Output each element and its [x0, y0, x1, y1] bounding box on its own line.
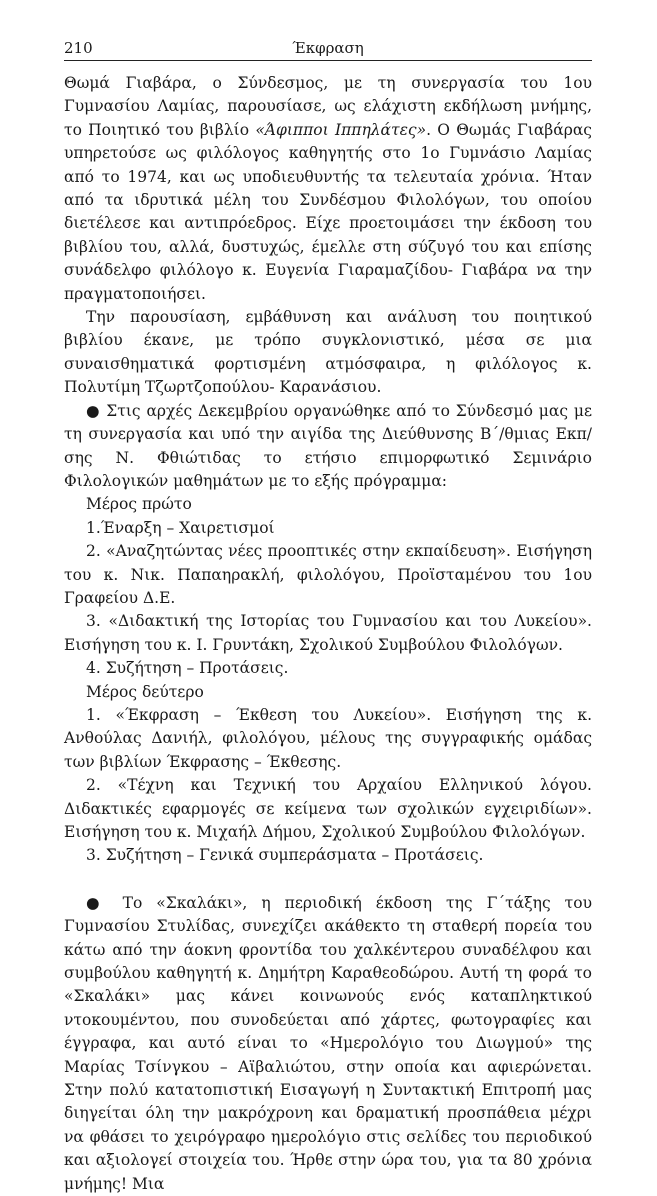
- running-title: Έκφραση: [292, 39, 364, 57]
- paragraph-text: Θωμά Γιαβάρα, ο Σύνδεσμος, με τη συνεργασία του 1ου Γυμνασίου Λαμίας, παρουσίασε, ως ελάχιστη εκδήλωση μνήμης, το Ποιητικό του βιβλίο: [64, 74, 592, 139]
- paragraph-text: . Ο Θωμάς Γιαβάρας υπηρετούσε ως φιλόλογος καθηγητής στο 1ο Γυμνάσιο Λαμίας από το 1974, και ως υποδιευθυντής τα τελευταία χρόνια. Ήταν από τα ιδρυτικά μέλη του Συνδέσμου Φιλολόγων, του οποίου διετέλεσε και αντιπρόεδρος. Είχε προετοιμάσει την έκδοση του βιβλίου του, αλλά, δυστυχώς, έμελλε στη σύζυγό του και επίσης συνάδελφο φιλόλογο κ. Ευγενία Γιαραμαζίδου- Γιαβάρα να την πραγματοποιήσει.: [64, 120, 592, 303]
- paragraph-giavaras: [64, 72, 592, 306]
- section-gap: [64, 868, 592, 892]
- program-item: 1.Έναρξη – Χαιρετισμοί: [86, 518, 275, 537]
- program-item: 3. Συζήτηση – Γενικά συμπεράσματα – Προτάσεις.: [86, 846, 484, 865]
- paragraph-presentation: Την παρουσίαση, εμβάθυνση και ανάλυση του ποιητικού βιβλίου έκανε, με τρόπο συγκλονιστικό, μέσα σε μια συναισθηματικά φορτισμένη ατμόσφαιρα, η φιλόλογος κ. Πολυτίμη Τζωρτζοπούλου- Καρανάσιου.: [64, 308, 592, 397]
- program-part1-title: Μέρος πρώτο: [86, 495, 192, 514]
- page-body: [64, 72, 592, 1196]
- page-header: [64, 38, 592, 61]
- program-item: 2. «Τέχνη και Τεχνική του Αρχαίου Ελληνικού λόγου. Διδακτικές εφαρμογές σε κείμενα των σχολικών εγχειριδίων». Εισήγηση του κ. Μιχαήλ Δήμου, Σχολικού Συμβούλου Φιλολόγων.: [64, 776, 592, 841]
- page-number: 210: [64, 39, 93, 57]
- program-item: 4. Συζήτηση – Προτάσεις.: [86, 659, 289, 678]
- program-item: 3. «Διδακτική της Ιστορίας του Γυμνασίου και του Λυκείου». Εισήγηση του κ. Ι. Γρυντάκη, Σχολικού Συμβούλου Φιλολόγων.: [64, 612, 592, 654]
- paragraph-skalaki: ● Το «Σκαλάκι», η περιοδική έκδοση της Γ΄τάξης του Γυμνασίου Στυλίδας, συνεχίζει ακάθεκτο τη σταθερή πορεία του κάτω από την άοκνη φροντίδα του χαλκέντερου συναδέλφου και συμβούλου καθηγητή κ. Δημήτρη Καραθεοδώρου. Αυτή τη φορά το «Σκαλάκι» μας κάνει κοινωνούς ενός καταπληκτικού ντοκουμέντου, που συνοδεύεται από χάρτες, φωτογραφίες και έγγραφα, και αυτό είναι το «Ημερολόγιο του Διωγμού» της Μαρίας Τσίνγκου – Αϊβαλιώτου, στην οποία και αφιερώνεται. Στην πολύ κατατοπιστική Εισαγωγή η Συντακτική Επιτροπή μας διηγείται όλη την μακρόχρονη και δραματική προσπάθεια μέχρι να φθάσει το χειρόγραφο ημερολόγιο στις σελίδες του περιοδικού και αξιολογεί στοιχεία του. Ήρθε στην ώρα του, για τα 80 χρόνια μνήμης! Μια: [64, 893, 592, 1193]
- program-item: 1. «Έκφραση – Έκθεση του Λυκείου». Εισήγηση της κ. Ανθούλας Δανιήλ, φιλολόγου, μέλους της συγγραφικής ομάδας των βιβλίων Έκφρασης – Έκθεσης.: [64, 705, 592, 771]
- program-part2-title: Μέρος δεύτερο: [86, 682, 204, 701]
- book-title: «Άφιπποι Ιππηλάτες»: [255, 120, 427, 139]
- program-item: 2. «Αναζητώντας νέες προοπτικές στην εκπαίδευση». Εισήγηση του κ. Νικ. Παπαηρακλή, φιλολόγου, Προϊσταμένου του 1ου Γραφείου Δ.Ε.: [64, 542, 592, 607]
- paragraph-seminar: ● Στις αρχές Δεκεμβρίου οργανώθηκε από το Σύνδεσμό μας με τη συνεργασία και υπό την αιγίδα της Διεύθυνσης Β΄/θμιας Εκπ/σης Ν. Φθιώτιδας το ετήσιο επιμορφωτικό Σεμινάριο Φιλολογικών μαθημάτων με το εξής πρόγραμμα:: [64, 401, 592, 490]
